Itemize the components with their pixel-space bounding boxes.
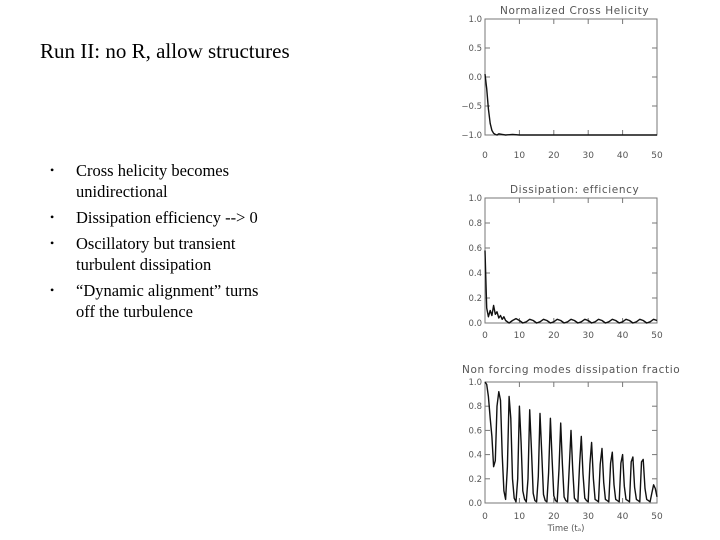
x-tick-label: 50 — [651, 512, 663, 522]
plot-frame — [485, 19, 657, 135]
y-tick-label: 1.0 — [468, 378, 482, 388]
y-tick-label: 0.4 — [468, 450, 482, 461]
x-tick-label: 50 — [651, 331, 663, 341]
y-tick-label: 0.2 — [468, 294, 482, 304]
x-tick-label: 40 — [616, 331, 629, 341]
x-tick-label: 20 — [548, 331, 560, 341]
x-tick-label: 20 — [548, 512, 560, 522]
x-axis-label: Time (tₐ) — [547, 524, 585, 534]
y-tick-label: 0.6 — [468, 426, 482, 437]
y-tick-label: −0.5 — [461, 102, 482, 112]
dissipation-efficiency-plot — [450, 180, 715, 345]
x-tick-label: 10 — [513, 331, 526, 341]
y-tick-label: 0.0 — [468, 499, 482, 509]
series-line — [485, 251, 657, 324]
bullet-text: “Dynamic alignment” turns off the turbulence — [76, 281, 259, 321]
non-forcing-dissipation-chart — [450, 360, 715, 538]
bullet-item — [50, 160, 280, 202]
cross-helicity-plot — [450, 2, 715, 164]
dissipation-efficiency-chart — [450, 180, 715, 345]
bullet-list — [50, 160, 280, 327]
y-tick-label: 0.2 — [468, 474, 482, 485]
y-tick-label: 1.0 — [468, 15, 482, 25]
series-line — [485, 74, 657, 135]
chart-title: Dissipation: efficiency — [510, 184, 640, 196]
plot-frame — [485, 198, 657, 323]
bullet-dot-icon: • — [50, 163, 55, 177]
bullet-dot-icon: • — [50, 283, 55, 297]
x-tick-label: 50 — [651, 151, 663, 161]
x-tick-label: 40 — [616, 151, 629, 161]
bullet-item — [50, 207, 280, 228]
y-tick-label: 0.6 — [468, 244, 482, 254]
bullet-dot-icon: • — [50, 236, 55, 250]
y-tick-label: −1.0 — [461, 131, 482, 141]
series-line — [485, 382, 657, 502]
x-tick-label: 0 — [482, 151, 488, 161]
x-tick-label: 30 — [582, 151, 594, 161]
chart-title: Non forcing modes dissipation fractio — [462, 364, 681, 376]
bullet-text: Cross helicity becomes unidirectional — [76, 161, 230, 201]
bullet-item — [50, 280, 280, 322]
slide-title: Run II: no R, allow structures — [40, 39, 290, 63]
x-tick-label: 0 — [482, 331, 488, 341]
x-tick-label: 40 — [616, 512, 629, 522]
y-tick-label: 0.4 — [468, 269, 482, 279]
y-tick-label: 0.8 — [468, 219, 482, 229]
y-tick-label: 0.0 — [468, 319, 482, 329]
x-tick-label: 30 — [582, 331, 594, 341]
non-forcing-dissipation-plot — [450, 360, 715, 538]
x-tick-label: 10 — [513, 512, 526, 522]
x-tick-label: 30 — [582, 512, 594, 522]
chart-title: Normalized Cross Helicity — [500, 5, 650, 17]
bullet-dot-icon: • — [50, 210, 55, 224]
x-tick-label: 20 — [548, 151, 560, 161]
y-tick-label: 0.0 — [468, 73, 482, 83]
y-tick-label: 1.0 — [468, 194, 482, 204]
x-tick-label: 0 — [482, 512, 488, 522]
bullet-item — [50, 233, 280, 275]
x-tick-label: 10 — [513, 151, 526, 161]
bullet-text: Oscillatory but transient turbulent dissipation — [76, 234, 236, 274]
y-tick-label: 0.5 — [468, 44, 482, 54]
bullet-text: Dissipation efficiency --> 0 — [76, 208, 258, 227]
cross-helicity-chart — [450, 2, 715, 164]
y-tick-label: 0.8 — [468, 402, 482, 413]
